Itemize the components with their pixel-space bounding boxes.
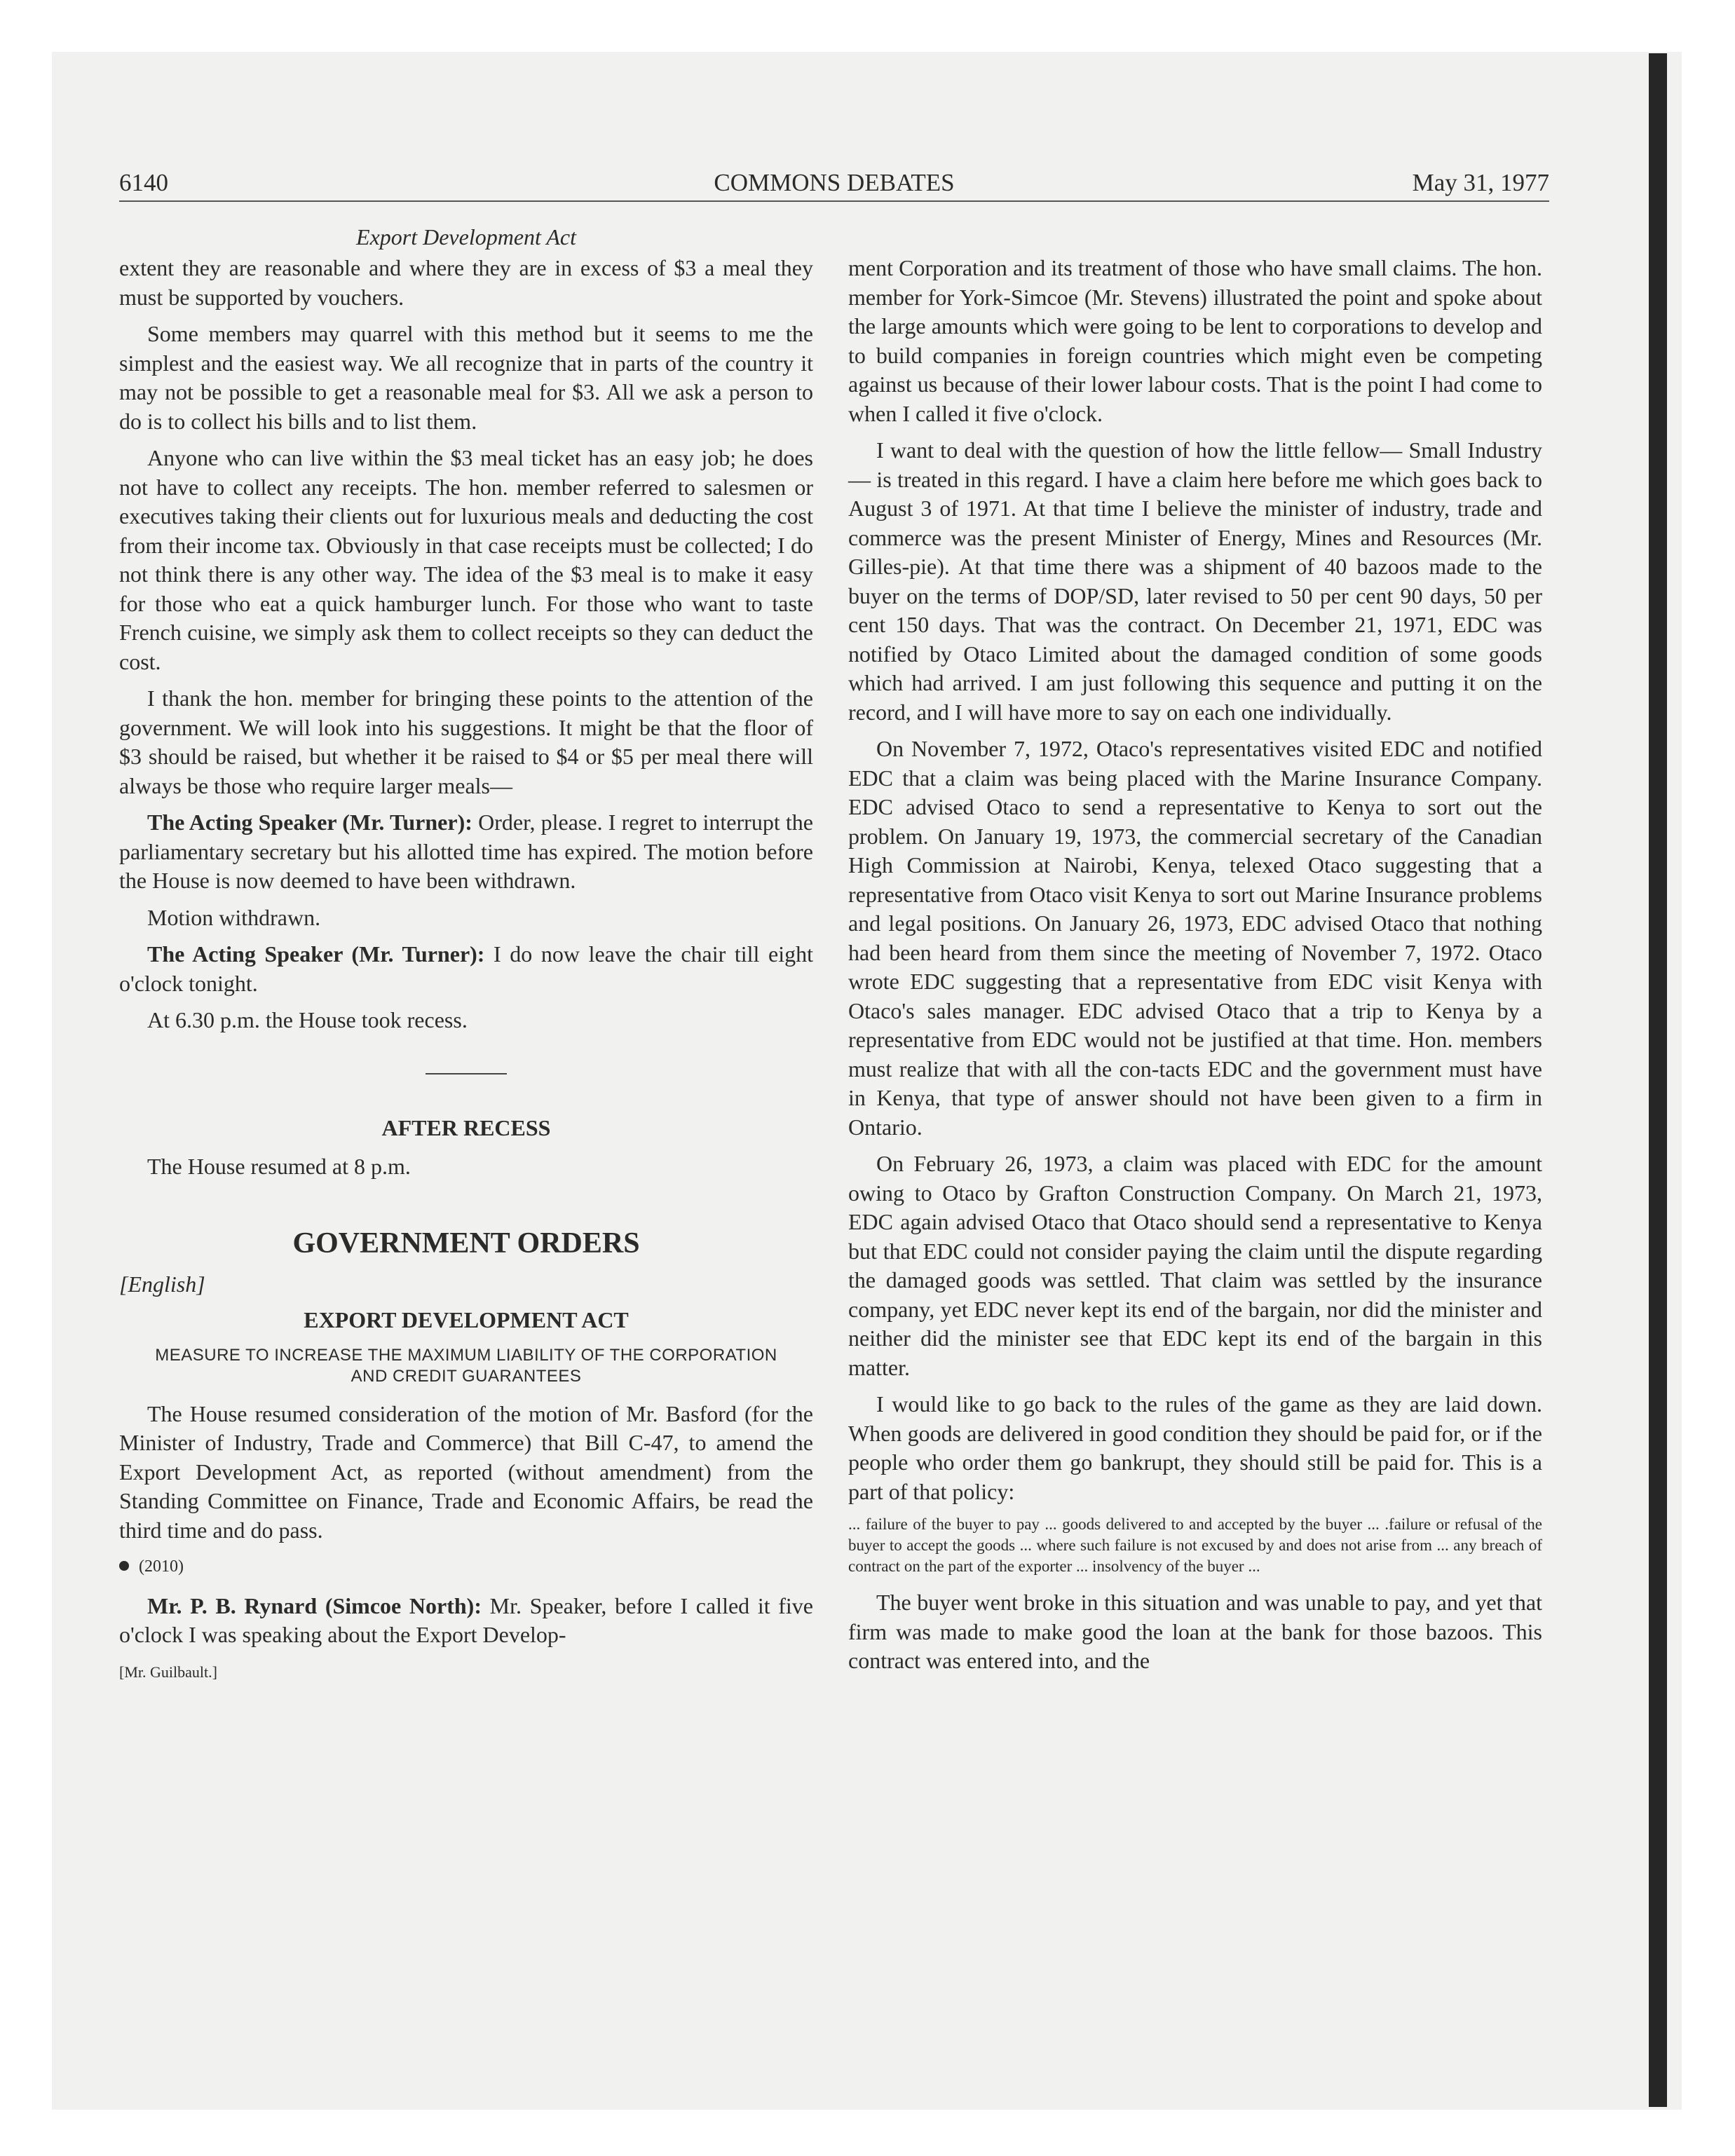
speech (119, 1592, 813, 1650)
paragraph: On February 26, 1973, a claim was placed with EDC for the amount owing to Otaco by Grafton Construction Company. On March 21, 1973, EDC again advised Otaco that Otaco should send a representative to Kenya but that EDC could not consider paying the claim until the dispute regarding the damaged goods was settled. That claim was settled by the insurance company, yet EDC never kept its end of the bargain, nor did the minister and neither did the minister see that EDC kept its end of the bargain in this matter. (848, 1151, 1542, 1380)
running-title: Export Development Act (356, 224, 576, 250)
measure-subheading: MEASURE TO INCREASE THE MAXIMUM LIABILITY OF THE CORPORATION AND CREDIT GUARANTEES (155, 1345, 777, 1386)
paragraph: I would like to go back to the rules of the game as they are laid down. When goods are delivered in good condition they should be paid for, or if the people who order them go bankrupt, they should still be paid for. This is a part of that policy: (848, 1391, 1542, 1504)
page-date: May 31, 1977 (1412, 169, 1549, 196)
left-column (119, 254, 813, 1686)
speaker-footnote: [Mr. Guilbault.] (119, 1663, 217, 1681)
speech-text: Order, please. I regret to interrupt the parliamentary secretary but his allotted time has expired. The motion before the House is now deemed to have been withdrawn. (119, 810, 814, 893)
speech (119, 940, 813, 998)
speech-text: Mr. Speaker, before I called it five o'clock I was speaking about the Export Develop- (119, 1592, 814, 1647)
page-number: 6140 (119, 169, 168, 196)
section-divider (426, 1073, 507, 1074)
language-tag: [English] (119, 1271, 205, 1297)
publication-title: COMMONS DEBATES (714, 169, 955, 196)
speaker-name: The Acting Speaker (Mr. Turner): (147, 810, 472, 835)
paragraph: I want to deal with the question of how the little fellow— Small Industry— is treated in this regard. I have a claim here before me which goes back to August 3 of 1971. At that time I believe the minister of industry, trade and commerce was the present Minister of Energy, Mines and Resources (Mr. Gilles-pie). At that time there was a shipment of 40 bazoos made to the buyer on the terms of DOP/SD, later revised to 50 per cent 90 days, 50 per cent 150 days. That was the contract. On December 21, 1971, EDC was notified by Otaco Limited about the damaged condition of some goods which had arrived. I am just following this sequence and putting it on the record, and I will have more to say on each one individually. (848, 437, 1542, 725)
paragraph: Motion withdrawn. (147, 904, 321, 930)
speaker-name: Mr. P. B. Rynard (Simcoe North): (147, 1592, 482, 1618)
paragraph: I thank the hon. member for bringing these points to the attention of the government. We will look into his suggestions. It might be that the floor of $3 should be raised, but whether it be raised to $4 or $5 per meal there will always be those who require larger meals— (119, 685, 813, 798)
time-marker-text: (2010) (139, 1557, 184, 1576)
header-rule (119, 200, 1549, 202)
paragraph: extent they are reasonable and where they are in excess of $3 a meal they must be supported by vouchers. (119, 255, 813, 310)
government-orders-heading: GOVERNMENT ORDERS (292, 1227, 640, 1260)
paragraph: The House resumed consideration of the motion of Mr. Basford (for the Minister of Industry, Trade and Commerce) that Bill C-47, to amend the Export Development Act, as reported (without amendment) from the Standing Committee on Finance, Trade and Economic Affairs, be read the third time and do pass. (119, 1400, 813, 1543)
policy-quote: ... failure of the buyer to pay ... goods delivered to and accepted by the buyer ... .failure or refusal of the buyer to accept the goods ... where such failure is not excused by and does not arise from ... any breach of contract on the part of the exporter ... insolvency of the buyer ... (848, 1515, 1542, 1575)
act-title-heading: EXPORT DEVELOPMENT ACT (304, 1307, 629, 1332)
paragraph: ment Corporation and its treatment of those who have small claims. The hon. member for York-Simcoe (Mr. Stevens) illustrated the point and spoke about the large amounts which were going to be lent to corporations to develop and to build companies in foreign countries which might even be competing against us because of their lower labour costs. That is the point I had come to when I called it five o'clock. (848, 255, 1542, 426)
time-marker (119, 1553, 813, 1582)
speech-text: I do now leave the chair till eight o'clock tonight. (119, 941, 814, 996)
speaker-name: The Acting Speaker (Mr. Turner): (147, 941, 485, 967)
after-recess-heading: AFTER RECESS (381, 1114, 551, 1140)
speech (119, 808, 813, 896)
paragraph: The buyer went broke in this situation and was unable to pay, and yet that firm was made to make good the loan at the bank for those bazoos. This contract was entered into, and the (848, 1590, 1542, 1673)
scan-edge-shadow (1649, 53, 1667, 2107)
paragraph: On November 7, 1972, Otaco's representatives visited EDC and notified EDC that a claim was being placed with the Marine Insurance Company. EDC advised Otaco to send a representative to Kenya to sort out the problem. On January 19, 1973, the commercial secretary of the Canadian High Commission at Nairobi, Kenya, telexed Otaco suggesting that a representative from Otaco visit Kenya to sort out Marine Insurance problems and legal positions. On January 26, 1973, EDC advised Otaco that nothing had been heard from them since the meeting of November 7, 1972. Otaco wrote EDC suggesting that a representative from EDC visit Kenya with Otaco's sales manager. EDC advised Otaco that a trip to Kenya by a representative from EDC would not be justified at that time. Hon. members must realize that with all the con-tacts EDC and the government must have in Kenya, that type of answer should not have been given to a firm in Ontario. (848, 736, 1542, 1140)
paragraph: Some members may quarrel with this method but it seems to me the simplest and the easiest way. We all recognize that in parts of the country it may not be possible to get a reasonable meal for $3. All we ask a person to do is to collect his bills and to list them. (119, 321, 813, 434)
page-header (119, 167, 1549, 199)
paragraph: Anyone who can live within the $3 meal ticket has an easy job; he does not have to collect any receipts. The hon. member referred to salesmen or executives taking their clients out for luxurious meals and deducting the cost from their income tax. Obviously in that case receipts must be collected; I do not think there is any other way. The idea of the $3 meal is to make it easy for those who eat a quick hamburger lunch. For those who want to taste French cuisine, we simply ask them to collect receipts so they can deduct the cost. (119, 445, 813, 674)
bullet-icon (119, 1561, 129, 1571)
right-column (848, 254, 1542, 1684)
paragraph: At 6.30 p.m. the House took recess. (147, 1007, 468, 1032)
paragraph: The House resumed at 8 p.m. (147, 1154, 411, 1179)
